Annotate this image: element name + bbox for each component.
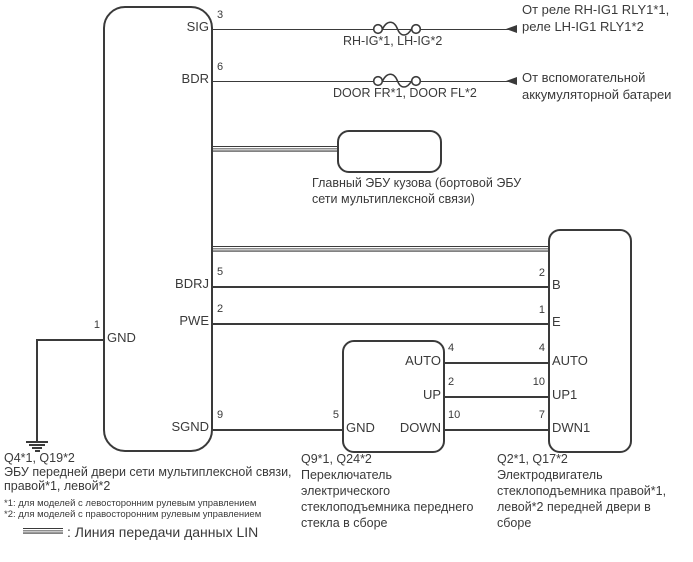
body-ecu-caption-line2: сети мультиплексной связи) — [312, 192, 475, 206]
motor-caption-line1: Электродвигатель — [497, 468, 603, 482]
motor-caption-line2: стеклоподъемника правой*1, — [497, 484, 667, 498]
pin-number-e: 1 — [538, 304, 545, 316]
pin-number-sgnd: 9 — [217, 409, 224, 421]
feed-source-battery-line1: От вспомогательной — [522, 70, 646, 85]
ground-icon — [29, 444, 45, 446]
pin-number-switch-auto: 4 — [448, 342, 455, 354]
wire-pwe-e — [213, 323, 548, 325]
pin-label-switch-up: UP — [422, 387, 441, 402]
pin-label-b: B — [552, 277, 561, 292]
footnote-1: *1: для моделей с левосторонним рулевым управлением — [4, 498, 257, 509]
feed-source-battery — [522, 70, 671, 103]
pin-number-switch-down: 10 — [448, 409, 461, 421]
wire-gnd-horizontal — [36, 339, 103, 341]
pin-number-b: 2 — [538, 267, 545, 279]
footnote-2: *2: для моделей с правосторонним рулевым управлением — [4, 508, 262, 520]
motor-caption-line4: сборе — [497, 516, 532, 530]
pin-number-gnd: 1 — [93, 319, 100, 331]
switch-code: Q9*1, Q24*2 — [301, 452, 372, 466]
pin-number-bdr: 6 — [217, 61, 224, 73]
lin-legend-icon — [23, 528, 63, 534]
wire-down — [445, 429, 548, 431]
pin-label-pwe: PWE — [179, 313, 209, 328]
pin-label-dwn1: DWN1 — [552, 420, 591, 435]
lin-line-2 — [213, 246, 548, 252]
pin-number-sig: 3 — [217, 9, 224, 21]
switch-caption-line2: электрического — [301, 484, 391, 498]
door-ecu-caption-line2: правой*1, левой*2 — [4, 479, 111, 493]
feed-source-relay — [522, 2, 669, 35]
switch-caption-line4: стекла в сборе — [301, 516, 388, 530]
wire-sgnd — [213, 429, 342, 431]
motor-caption-line3: левой*2 передней двери в — [497, 500, 651, 514]
wire-gnd-vertical — [36, 339, 38, 441]
pin-number-up1: 10 — [532, 376, 545, 388]
pin-label-bdr: BDR — [181, 71, 209, 86]
fuse-label-door: DOOR FR*1, DOOR FL*2 — [333, 86, 477, 100]
switch-caption — [301, 451, 473, 531]
pin-label-switch-auto: AUTO — [405, 353, 441, 368]
pin-label-sgnd: SGND — [171, 419, 209, 434]
pin-label-switch-down: DOWN — [399, 420, 441, 435]
arrow-left-icon — [506, 25, 517, 33]
pin-number-switch-gnd: 5 — [332, 409, 339, 421]
feed-source-relay-line1: От реле RH-IG1 RLY1*1, — [522, 2, 670, 17]
body-ecu-box — [337, 130, 442, 173]
feed-source-battery-line2: аккумуляторной батареи — [522, 86, 672, 102]
body-ecu-caption — [312, 175, 521, 207]
wire-up — [445, 396, 548, 398]
lin-line-1 — [213, 146, 337, 152]
wire-auto — [445, 362, 548, 364]
switch-caption-line1: Переключатель — [301, 468, 392, 482]
door-ecu-caption — [4, 451, 292, 493]
feed-source-relay-line2: реле LH-IG1 RLY1*2 — [522, 18, 644, 34]
pin-label-bdrj: BDRJ — [175, 276, 209, 291]
pin-label-switch-gnd: GND — [346, 420, 375, 435]
pin-number-switch-up: 2 — [448, 376, 455, 388]
pin-number-dwn1: 7 — [538, 409, 545, 421]
pin-number-motor-auto: 4 — [538, 342, 545, 354]
pin-label-motor-auto: AUTO — [552, 353, 588, 368]
lin-legend-label: : Линия передачи данных LIN — [67, 524, 259, 540]
ground-icon — [26, 441, 48, 443]
pin-number-bdrj: 5 — [217, 266, 224, 278]
pin-label-e: E — [552, 314, 561, 329]
pin-label-up1: UP1 — [552, 387, 578, 402]
arrow-left-icon — [506, 77, 517, 85]
door-ecu-caption-line1: ЭБУ передней двери сети мультиплексной связи, — [4, 465, 292, 479]
body-ecu-caption-line1: Главный ЭБУ кузова (бортовой ЭБУ — [312, 176, 522, 190]
wire-sig — [213, 29, 509, 31]
pin-number-pwe: 2 — [217, 303, 224, 315]
motor-caption — [497, 451, 666, 531]
motor-code: Q2*1, Q17*2 — [497, 452, 568, 466]
pin-label-gnd: GND — [107, 330, 136, 345]
door-ecu-code: Q4*1, Q19*2 — [4, 451, 75, 465]
footnotes — [4, 499, 261, 520]
wire-bdr — [213, 81, 509, 83]
ground-icon — [32, 447, 42, 449]
switch-caption-line3: стеклоподъемника переднего — [301, 500, 474, 514]
pin-label-sig: SIG — [186, 19, 209, 34]
wire-bdrj-b — [213, 286, 548, 288]
fuse-label-ig: RH-IG*1, LH-IG*2 — [343, 34, 443, 48]
